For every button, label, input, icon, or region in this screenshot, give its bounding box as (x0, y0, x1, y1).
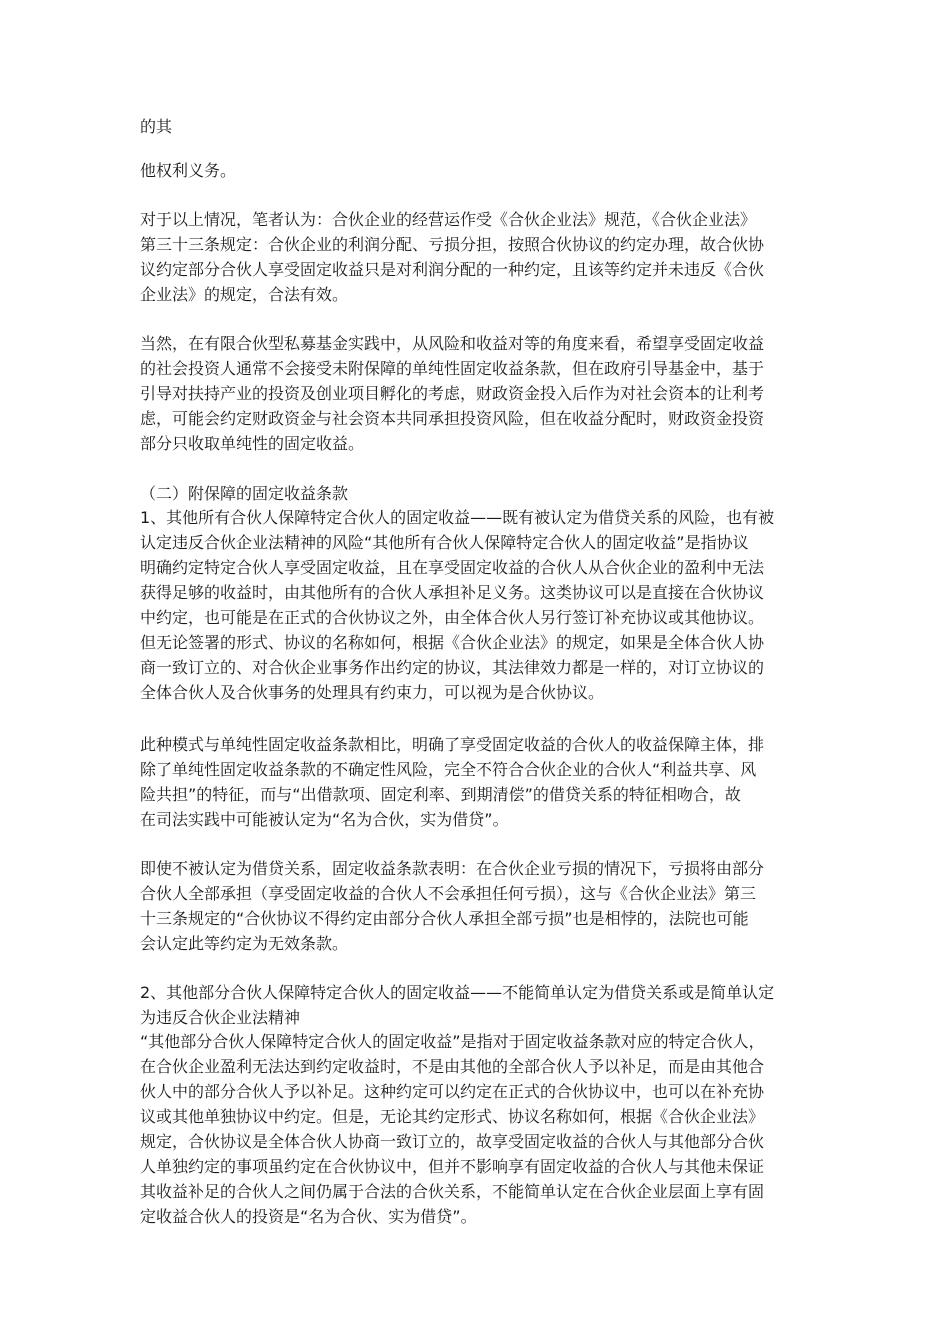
paragraph-partial-partners-guarantee: “其他部分合伙人保障特定合伙人的固定收益”是指对于固定收益条款对应的特定合伙人， 在合伙企业盈利无法达到约定收益时，不是由其他的全部合伙人予以补足，而是由其他合 伙人中的部分合伙人予以补足。这种约定可以约定在正式的合伙协议中，也可以在补充协 议或其他单独协议中约定。但是，无论其约定形式、协议名称如何，根据《合伙企业法》 规定，合伙协议是全体合伙人协商一致订立的，故享受固定收益的合伙人与其他部分合伙 人单独约定的事项虽约定在合伙协议中，但并不影响享有固定收益的合伙人与其他未保证 其收益补足的合伙人之间仍属于合法的合伙关系，不能简单认定在合伙企业层面上享有固 定收益合伙人的投资是“名为合伙、实为借贷”。 (140, 1032, 765, 1226)
paragraph-invalid-clause: 即使不被认定为借贷关系，固定收益条款表明：在合伙企业亏损的情况下，亏损将由部分 合伙人全部承担（享受固定收益的合伙人不会承担任何亏损），这与《合伙企业法》第三 十三条规定的“合伙协议不得约定由部分合伙人承担全部亏损”也是相悖的，法院也可能 会认定此等约定为无效条款。 (140, 859, 765, 953)
paragraph-fragment: 的其 (140, 117, 173, 136)
subsection-heading: 2、其他部分合伙人保障特定合伙人的固定收益——不能简单认定为借贷关系或是简单认定 为违反合伙企业法精神 (140, 983, 775, 1027)
paragraph-author-opinion: 对于以上情况，笔者认为：合伙企业的经营运作受《合伙企业法》规范，《合伙企业法》 第三十三条规定：合伙企业的利润分配、亏损分担，按照合伙协议的约定办理，故合伙协 议约定部分合伙人享受固定收益只是对利润分配的一种约定，且该等约定并未违反《合伙 企业法》的规定，合法有效。 (140, 210, 765, 304)
paragraph-all-partners-guarantee: 1、其他所有合伙人保障特定合伙人的固定收益——既有被认定为借贷关系的风险，也有被 认定违反合伙企业法精神的风险“其他所有合伙人保障特定合伙人的固定收益”是指协议 明确约定特定合伙人享受固定收益，且在享受固定收益的合伙人从合伙企业的盈利中无法 获得足够的收益时，由其他所有的合伙人承担补足义务。这类协议可以是直接在合伙协议 中约定，也可能是在正式的合伙协议之外，由全体合伙人另行签订补充协议或其他协议。 但无论签署的形式、协议的名称如何，根据《合伙企业法》的规定，如果是全体合伙人协 商一致订立的、对合伙企业事务作出约定的协议，其法律效力都是一样的，对订立协议的 全体合伙人及合伙事务的处理具有约束力，可以视为是合伙协议。 (140, 508, 775, 702)
section-heading: （二）附保障的固定收益条款 (140, 484, 349, 503)
paragraph-loan-comparison: 此种模式与单纯性固定收益条款相比，明确了享受固定收益的合伙人的收益保障主体，排 除了单纯性固定收益条款的不确定性风险，完全不符合合伙企业的合伙人“利益共享、风 险共担”的特征，而与“出借款项、固定利率、到期清偿”的借贷关系的特征相吻合，故 在司法实践中可能被认定为“名为合伙，实为借贷”。 (140, 735, 765, 829)
paragraph-fragment-continued: 他权利义务。 (140, 161, 237, 180)
paragraph-practice-note: 当然，在有限合伙型私募基金实践中，从风险和收益对等的角度来看，希望享受固定收益 的社会投资人通常不会接受未附保障的单纯性固定收益条款，但在政府引导基金中，基于 引导对扶持产业的投资及创业项目孵化的考虑，财政资金投入后作为对社会资本的让利考 虑，可能会约定财政资金与社会资本共同承担投资风险，但在收益分配时，财政资金投资 部分只收取单纯性的固定收益。 (140, 334, 765, 453)
